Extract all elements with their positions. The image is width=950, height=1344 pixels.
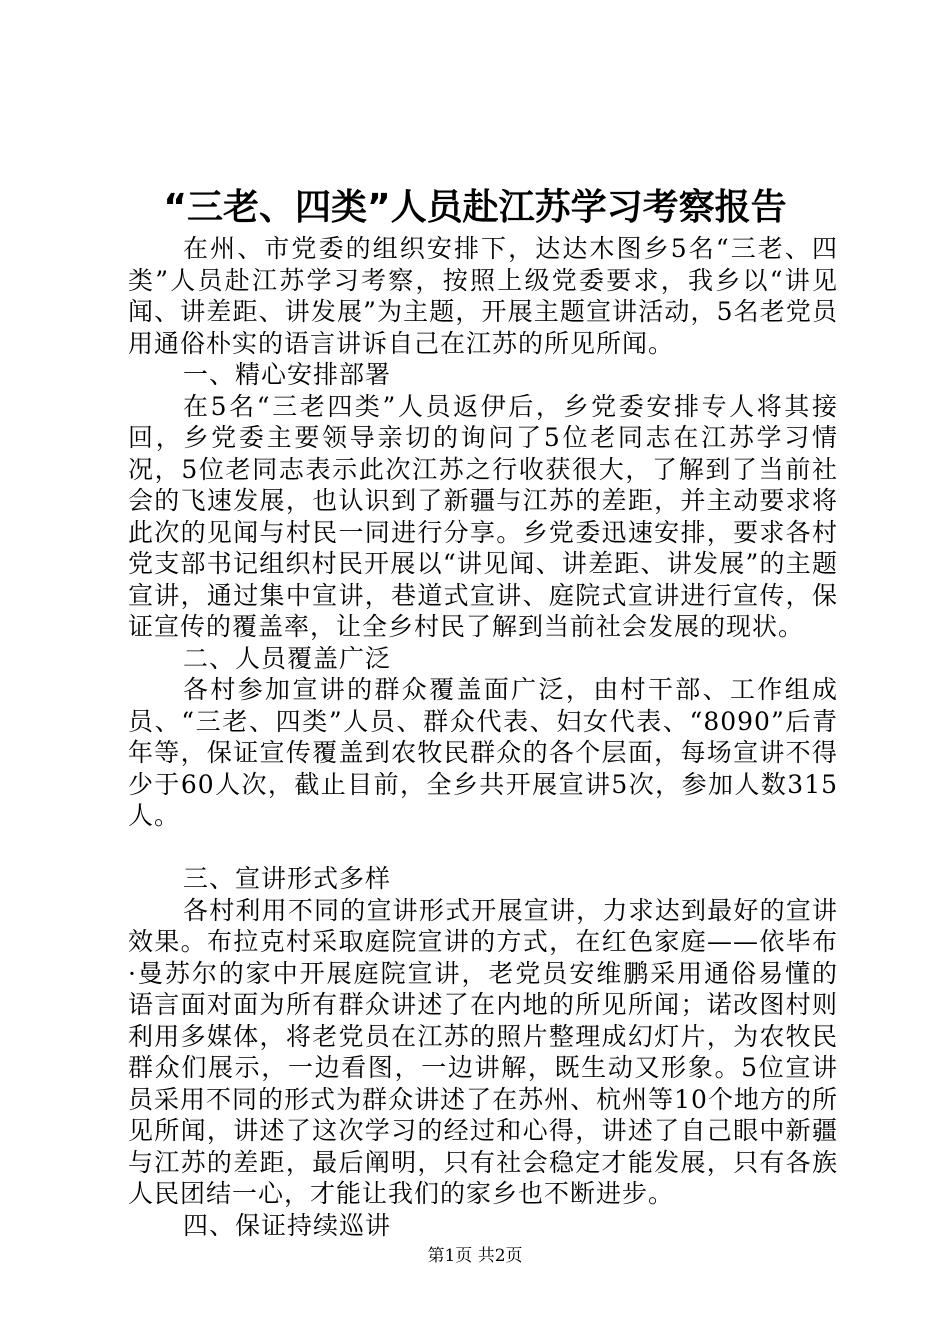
section-heading-2: 二、人员覆盖广泛 bbox=[183, 643, 392, 673]
section-heading-3: 三、宣讲形式多样 bbox=[183, 864, 392, 893]
section-paragraph-3: 各村利用不同的宣讲形式开展宣讲，力求达到最好的宣讲效果。布拉克村采取庭院宣讲的方式，在红色家庭——依毕布·曼苏尔的家中开展庭院宣讲，老党员安维鹏采用通俗易懂的语言面对面为所有群众讲述了在内地的所见所闻；诺改图村则利用多媒体，将老党员在江苏的照片整理成幻灯片，为农牧民群众们展示，一边看图，一边讲解，既生动又形象。5位宣讲员采用不同的形式为群众讲述了在苏州、杭州等10个地方的所见所闻，讲述了这次学习的经过和心得，讲述了自己眼中新疆与江苏的差距，最后阐明，只有社会稳定才能发展，只有各族人民团结一心，才能让我们的家乡也不断进步。 bbox=[128, 895, 838, 1208]
page-footer: 第1页 共2页 bbox=[427, 1246, 523, 1266]
section-paragraph-1: 在5名“三老四类”人员返伊后，乡党委安排专人将其接回，乡党委主要领导亲切的询问了5位老同志在江苏学习情况，5位老同志表示此次江苏之行收获很大，了解到了当前社会的飞速发展，也认识到了新疆与江苏的差距，并主动要求将此次的见闻与村民一同进行分享。乡党委迅速安排，要求各村党支部书记组织村民开展以“讲见闻、讲差距、讲发展”的主题宣讲，通过集中宣讲，巷道式宣讲、庭院式宣讲进行宣传，保证宣传的覆盖率，让全乡村民了解到当前社会发展的现状。 bbox=[128, 391, 838, 641]
section-paragraph-2: 各村参加宣讲的群众覆盖面广泛，由村干部、工作组成员、“三老、四类”人员、群众代表、妇女代表、“8090”后青年等，保证宣传覆盖到农牧民群众的各个层面，每场宣讲不得少于60人次，截止目前，全乡共开展宣讲5次，参加人数315人。 bbox=[128, 675, 838, 830]
document-title: “三老、四类”人员赴江苏学习考察报告 bbox=[163, 187, 787, 228]
intro-paragraph: 在州、市党委的组织安排下，达达木图乡5名“三老、四类”人员赴江苏学习考察，按照上级党委要求，我乡以“讲见闻、讲差距、讲发展”为主题，开展主题宣讲活动，5名老党员用通俗朴实的语言讲诉自己在江苏的所见所闻。 bbox=[128, 234, 838, 358]
section-heading-1: 一、精心安排部署 bbox=[183, 360, 392, 389]
section-heading-4: 四、保证持续巡讲 bbox=[183, 1210, 392, 1240]
blank-line bbox=[128, 832, 838, 864]
document-body bbox=[128, 233, 838, 1241]
